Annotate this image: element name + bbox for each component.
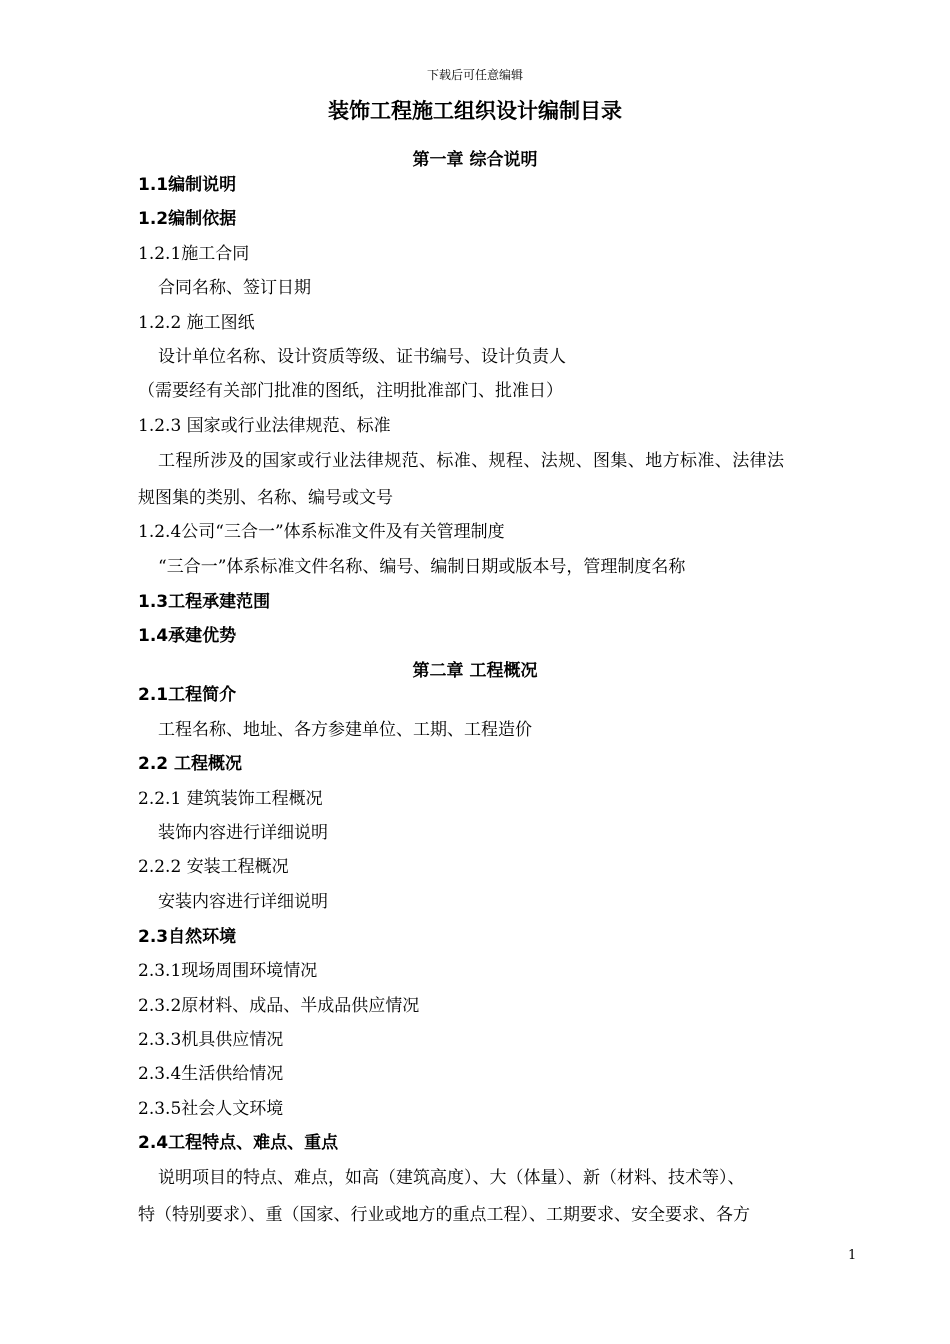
subsection-heading: 2.3.4生活供给情况: [138, 1064, 284, 1084]
page-header: 下载后可任意编辑: [426, 68, 523, 82]
section-heading: 2.4工程特点、难点、重点: [138, 1133, 339, 1153]
subsection-heading: 2.3.5社会人文环境: [138, 1099, 284, 1119]
body-text: 工程所涉及的国家或行业法律规范、标准、规程、法规、图集、地方标准、法律法: [158, 451, 785, 471]
section-heading: 2.1工程简介: [138, 685, 237, 705]
subsection-heading: 1.2.1施工合同: [138, 244, 250, 264]
body-text: “三合一”体系标准文件名称、编号、编制日期或版本号，管理制度名称: [158, 557, 686, 577]
subsection-heading: 1.2.3 国家或行业法律规范、标准: [138, 416, 391, 436]
body-text: 设计单位名称、设计资质等级、证书编号、设计负责人: [158, 347, 566, 367]
section-heading: 2.2 工程概况: [138, 754, 243, 774]
chapter-heading-2: 第二章 工程概况: [412, 661, 538, 681]
body-text: 说明项目的特点、难点，如高（建筑高度）、大（体量）、新（材料、技术等）、: [158, 1168, 745, 1188]
subsection-heading: 2.3.3机具供应情况: [138, 1030, 284, 1050]
subsection-heading: 2.3.1现场周围环境情况: [138, 961, 318, 981]
body-text: 工程名称、地址、各方参建单位、工期、工程造价: [158, 720, 532, 740]
body-text: 合同名称、签订日期: [158, 278, 311, 298]
body-text: 安装内容进行详细说明: [158, 892, 328, 912]
section-heading: 1.1编制说明: [138, 175, 237, 195]
section-heading: 1.2编制依据: [138, 209, 237, 229]
document-title: 装饰工程施工组织设计编制目录: [328, 99, 622, 123]
subsection-heading: 1.2.2 施工图纸: [138, 313, 255, 333]
subsection-heading: 1.2.4公司“三合一”体系标准文件及有关管理制度: [138, 522, 505, 542]
subsection-heading: 2.3.2原材料、成品、半成品供应情况: [138, 996, 420, 1016]
page-number: 1: [848, 1248, 857, 1263]
chapter-heading-1: 第一章 综合说明: [412, 150, 538, 170]
section-heading: 1.4承建优势: [138, 626, 237, 646]
body-text: 规图集的类别、名称、编号或文号: [138, 488, 393, 508]
subsection-heading: 2.2.1 建筑装饰工程概况: [138, 789, 323, 809]
subsection-heading: 2.2.2 安装工程概况: [138, 857, 289, 877]
body-text: 特（特别要求）、重（国家、行业或地方的重点工程）、工期要求、安全要求、各方: [138, 1205, 750, 1225]
body-text: （需要经有关部门批准的图纸，注明批准部门、批准日）: [138, 381, 563, 401]
body-text: 装饰内容进行详细说明: [158, 823, 328, 843]
section-heading: 2.3自然环境: [138, 927, 237, 947]
section-heading: 1.3工程承建范围: [138, 592, 271, 612]
